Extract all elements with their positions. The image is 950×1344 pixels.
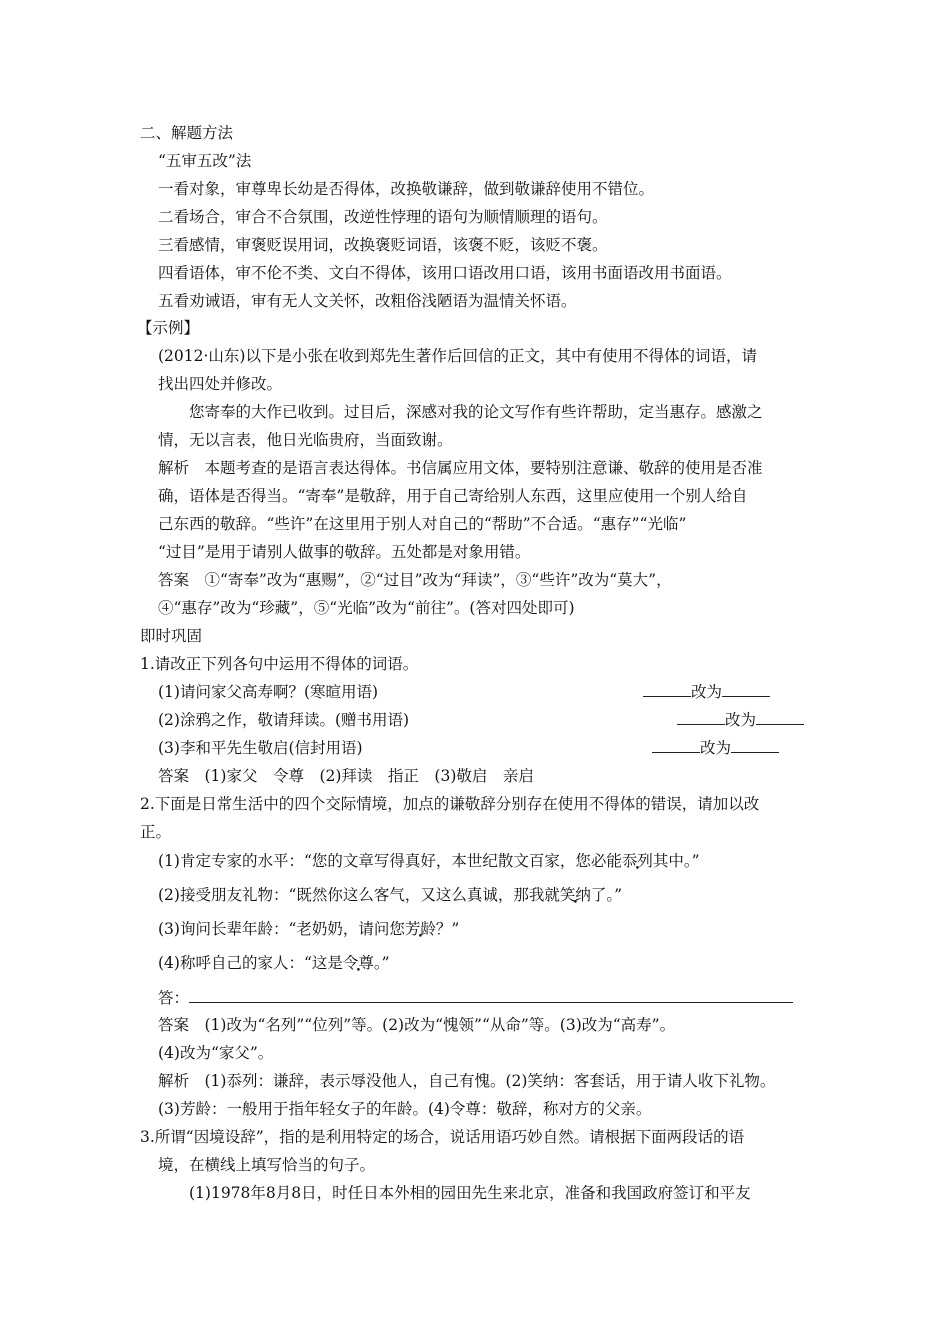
item-text: 其中。” [652,852,700,870]
change-to-label: 改为 [691,683,723,701]
example-question: (2012·山东)以下是小张在收到郑先生著作后回信的正文，其中有使用不得体的词语，请 [158,347,757,365]
method-item: 四看语体，审不伦不类、文白不得体，该用口语改用口语，该用书面语改用书面语。 [158,264,732,282]
fill-blank[interactable] [652,738,700,753]
example-passage: 您寄奉的大作已收到。过目后，深感对我的论文写作有些许帮助，定当惠存。感激之 [189,403,763,421]
q1-item: (2)涂鸦之作，敬请拜读。(赠书用语) [158,711,410,729]
example-analysis: 确，语体是否得当。“寄奉”是敬辞，用于自己寄给别人东西，这里应使用一个别人给自 [158,487,748,505]
answer-label: 答： [158,989,190,1007]
q3-stem: 3.所谓“因境设辞”，指的是利用特定的场合，说话用语巧妙自然。请根据下面两段话的语 [140,1128,745,1146]
example-answer: ④“惠存”改为“珍藏”，⑤“光临”改为“前往”。(答对四处即可) [158,599,575,617]
q2-item [158,885,622,905]
fill-blank[interactable] [643,682,691,697]
item-text: (4)称呼自己的家人：“这是 [158,954,343,972]
q2-item [158,953,390,973]
fill-blank[interactable] [731,738,779,753]
method-name: “五审五改”法 [158,152,252,170]
item-text: 了。” [590,886,623,904]
example-answer: 答案 ①“寄奉”改为“惠赐”，②“过目”改为“拜读”，③“些许”改为“莫大”， [158,571,672,589]
example-label: 【示例】 [137,319,200,337]
q1-item: (1)请问家父高寿啊？(寒暄用语) [158,683,379,701]
q2-item [158,919,459,939]
q1-fill-row [652,738,779,758]
answer-blank[interactable] [189,988,793,1003]
q2-analysis: (3)芳龄：一般用于指年轻女子的年龄。(4)令尊：敬辞，称对方的父亲。 [158,1100,652,1118]
q2-item [158,851,700,871]
example-analysis: “过目”是用于请别人做事的敬辞。五处都是对象用错。 [158,543,531,561]
q2-answer: 答案 (1)改为“名列”“位列”等。(2)改为“愧领”“从命”等。(3)改为“高寿”。 [158,1016,676,1034]
q2-analysis: 解析 (1)忝列：谦辞，表示辱没他人，自己有愧。(2)笑纳：客套话，用于请人收下礼物。 [158,1072,776,1090]
q2-answer: (4)改为“家父”。 [158,1044,274,1062]
example-analysis: 己东西的敬辞。“些许”在这里用于别人对自己的“帮助”不合适。“惠存”“光临” [158,515,687,533]
q3-stem: 境，在横线上填写恰当的句子。 [158,1156,376,1174]
method-item: 三看感情，审褒贬误用词，改换褒贬词语，该褒不贬，该贬不褒。 [158,236,608,254]
q1-stem: 1.请改正下列各句中运用不得体的词语。 [140,655,419,673]
q3-passage: (1)1978年8月8日，时任日本外相的园田先生来北京，准备和我国政府签订和平友 [189,1184,751,1202]
item-text: (1)肯定专家的水平：“您的文章写得真好，本世纪散文百家，您必能 [158,852,622,870]
item-text: ？” [435,920,460,938]
fill-blank[interactable] [722,682,770,697]
q2-stem: 2.下面是日常生活中的四个交际情境，加点的谦敬辞分别存在使用不得体的错误，请加以改 [140,795,760,813]
example-passage: 情，无以言表，他日光临贵府，当面致谢。 [158,431,453,449]
q1-answer: 答案 (1)家父 令尊 (2)拜读 指正 (3)敬启 亲启 [158,767,534,785]
q2-answer-line [158,988,793,1008]
method-item: 二看场合，审合不合氛围，改逆性悖理的语句为顺情顺理的语句。 [158,208,608,226]
example-analysis: 解析 本题考查的是语言表达得体。书信属应用文体，要特别注意谦、敬辞的使用是否准 [158,459,763,477]
change-to-label: 改为 [725,711,757,729]
q1-fill-row [677,710,804,730]
change-to-label: 改为 [700,739,732,757]
method-item: 五看劝诫语，审有无人文关怀，改粗俗浅陋语为温情关怀语。 [158,292,577,310]
dotted-word: 芳龄 [404,920,436,938]
item-text: (3)询问长辈年龄：“老奶奶，请问您 [158,920,405,938]
item-text: (2)接受朋友礼物：“既然你这么客气，又这么真诚，那我就 [158,886,560,904]
practice-title: 即时巩固 [140,627,203,645]
dotted-word: 令尊 [342,954,374,972]
dotted-word: 笑纳 [559,886,591,904]
q1-item: (3)李和平先生敬启(信封用语) [158,739,363,757]
dotted-word: 忝列 [621,852,653,870]
fill-blank[interactable] [756,710,804,725]
example-question: 找出四处并修改。 [158,375,283,393]
item-text: 。” [373,954,390,972]
fill-blank[interactable] [677,710,725,725]
method-item: 一看对象，审尊卑长幼是否得体，改换敬谦辞，做到敬谦辞使用不错位。 [158,180,655,198]
q1-fill-row [643,682,770,702]
section-title: 二、解题方法 [140,124,234,142]
q2-stem: 正。 [140,823,172,841]
